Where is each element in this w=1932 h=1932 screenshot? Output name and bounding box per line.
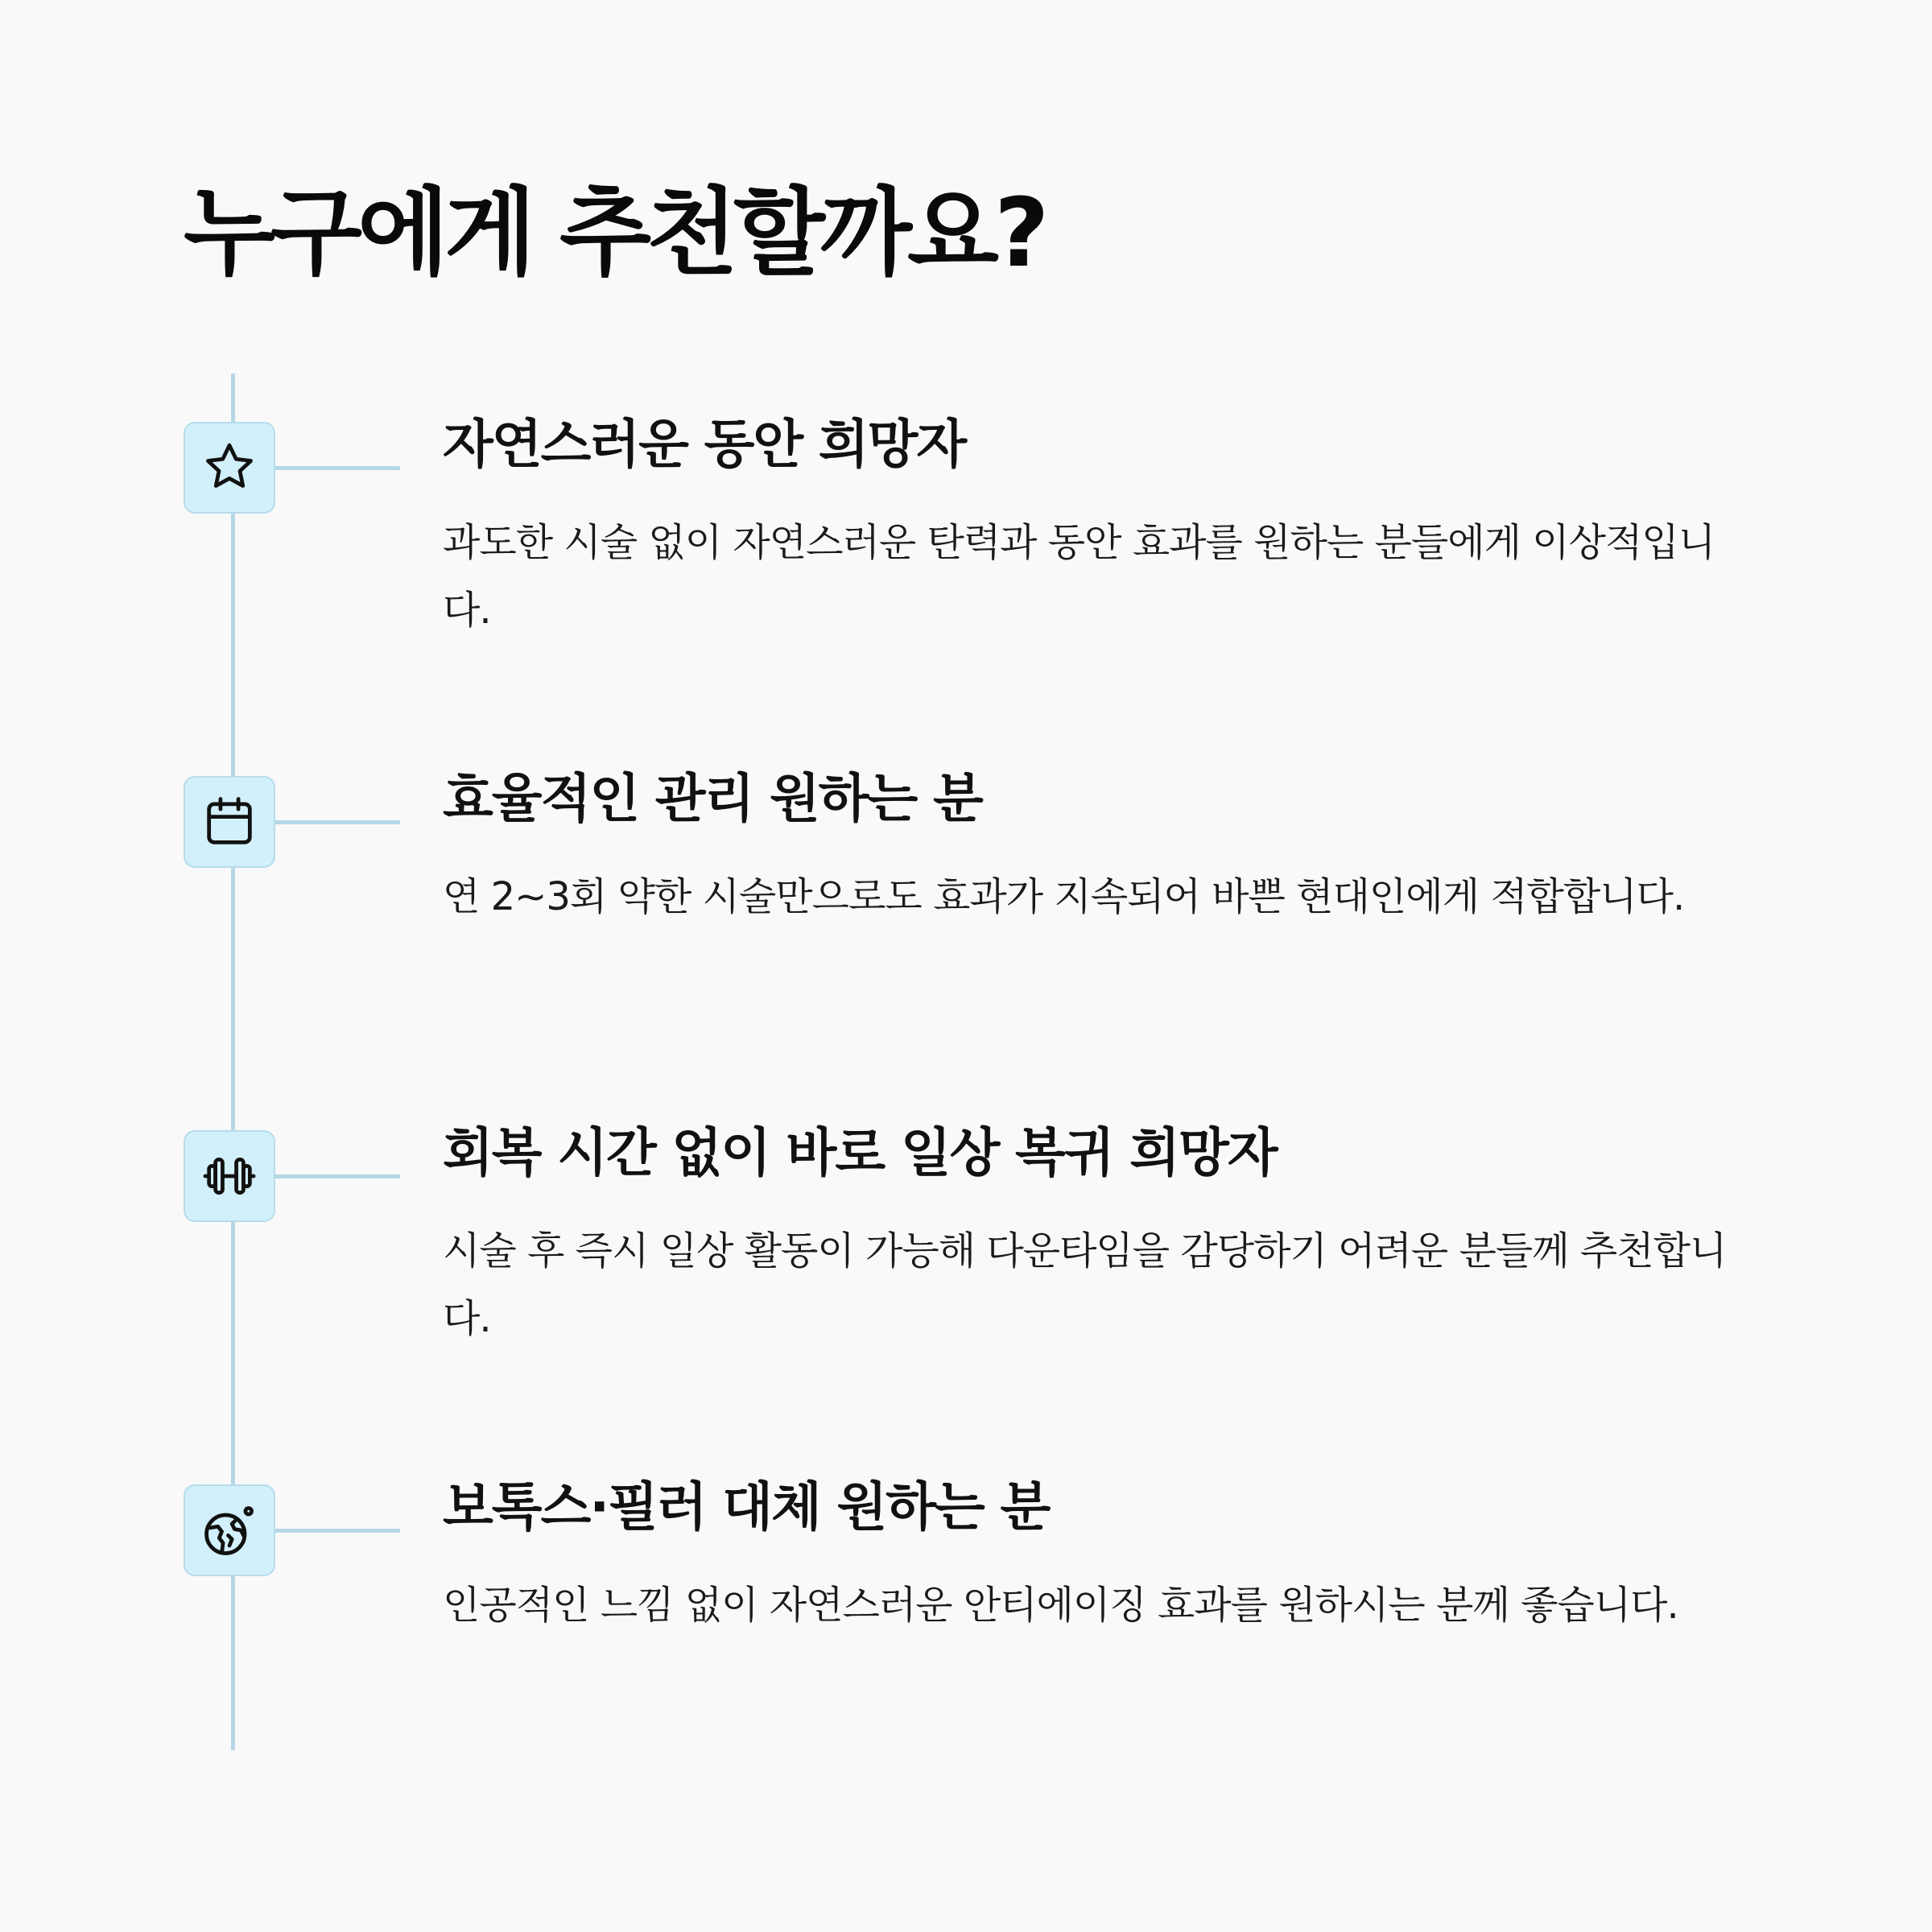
- timeline-connector: [275, 1529, 400, 1533]
- timeline-connector: [275, 1174, 400, 1179]
- item-description: 인공적인 느낌 없이 자연스러운 안티에이징 효과를 원하시는 분께 좋습니다.: [443, 1583, 1678, 1628]
- item-description: 시술 후 즉시 일상 활동이 가능해 다운타임을 감당하기 어려운 분들께 추천합니다.: [443, 1228, 1727, 1341]
- item-title: 효율적인 관리 원하는 분: [443, 769, 982, 829]
- globe-icon: [184, 1484, 275, 1576]
- item-description: 연 2~3회 약한 시술만으로도 효과가 지속되어 바쁜 현대인에게 적합합니다.: [443, 874, 1685, 919]
- dumbbell-icon: [184, 1130, 275, 1222]
- item-title: 보톡스·필러 대체 원하는 분: [443, 1477, 1050, 1538]
- item-title: 회복 시간 없이 바로 일상 복귀 희망자: [443, 1123, 1277, 1183]
- star-icon: [184, 422, 275, 514]
- item-description: 과도한 시술 없이 자연스러운 탄력과 동안 효과를 원하는 분들에게 이상적입니다.: [443, 520, 1715, 633]
- timeline-connector: [275, 820, 400, 824]
- calendar-icon: [184, 776, 275, 868]
- timeline-connector: [275, 466, 400, 470]
- item-title: 자연스러운 동안 희망자: [443, 415, 966, 475]
- page-title: 누구에게 추천할까요?: [184, 177, 1045, 288]
